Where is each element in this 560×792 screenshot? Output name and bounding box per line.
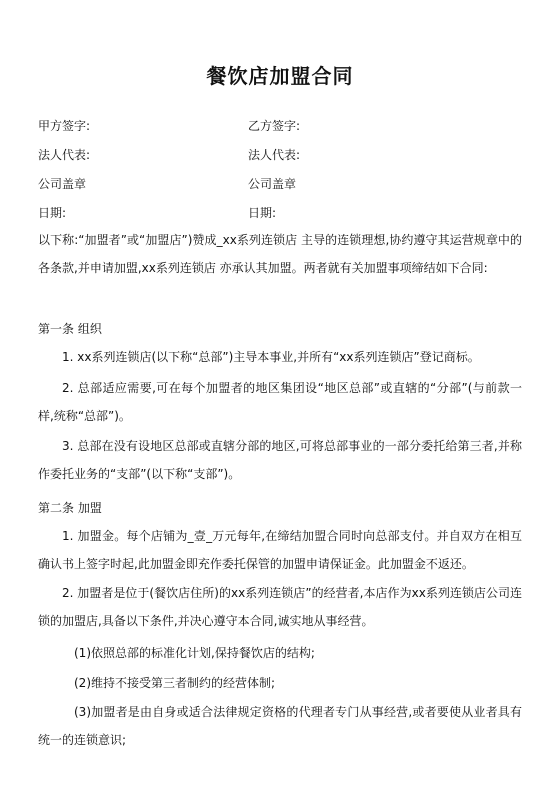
intro-paragraph: 以下称:“加盟者”或“加盟店”)赞成_xx系列连锁店 主导的连锁理想,协约遵守其运营规章中的各条款,并申请加盟,xx系列连锁店 亦承认其加盟。两者就有关加盟事项缔结如下合同:	[38, 233, 522, 275]
article-2-heading: 第二条 加盟	[38, 501, 102, 515]
article-1-item-2: 2. 总部适应需要,可在每个加盟者的地区集团设“地区总部”或直辖的“分部”(与前款一样,统称“总部”)。	[38, 381, 522, 423]
party-a-legal-rep-label: 法人代表:	[38, 148, 91, 162]
condition-1: (1)依照总部的标准化计划,保持餐饮店的结构;	[74, 646, 315, 660]
party-b-date-label: 日期:	[248, 206, 277, 220]
condition-3: (3)加盟者是由自身或适合法律规定资格的代理者专门从事经营,或者要使从业者具有统一的连锁意识;	[38, 705, 522, 747]
party-a-signature-label: 甲方签字:	[38, 119, 91, 133]
document-title: 餐饮店加盟合同	[206, 64, 354, 88]
party-a-date-label: 日期:	[38, 206, 67, 220]
article-2-item-2: 2. 加盟者是位于(餐饮店住所)的xx系列连锁店”的经营者,本店作为xx系列连锁店公司连锁的加盟店,具备以下条件,并决心遵守本合同,诚实地从事经营。	[38, 586, 522, 628]
party-b-signature-label: 乙方签字:	[248, 119, 301, 133]
party-b-seal-label: 公司盖章	[248, 177, 297, 191]
article-2-item-1: 1. 加盟金。每个店铺为_壹_万元每年,在缔结加盟合同时向总部支付。并自双方在相互确认书上签字时起,此加盟金即充作委托保管的加盟申请保证金。此加盟金不返还。	[38, 529, 522, 571]
party-b-legal-rep-label: 法人代表:	[248, 148, 301, 162]
article-1-item-3: 3. 总部在没有设地区总部或直辖分部的地区,可将总部事业的一部分委托给第三者,并称作委托业务的“支部”(以下称“支部”)。	[38, 439, 522, 481]
article-1-heading: 第一条 组织	[38, 322, 102, 336]
article-1-item-1: 1. xx系列连锁店(以下称“总部”)主导本事业,并所有“xx系列连锁店”登记商标。	[62, 350, 480, 364]
condition-2: (2)维持不接受第三者制约的经营体制;	[74, 676, 276, 690]
party-a-seal-label: 公司盖章	[38, 177, 87, 191]
